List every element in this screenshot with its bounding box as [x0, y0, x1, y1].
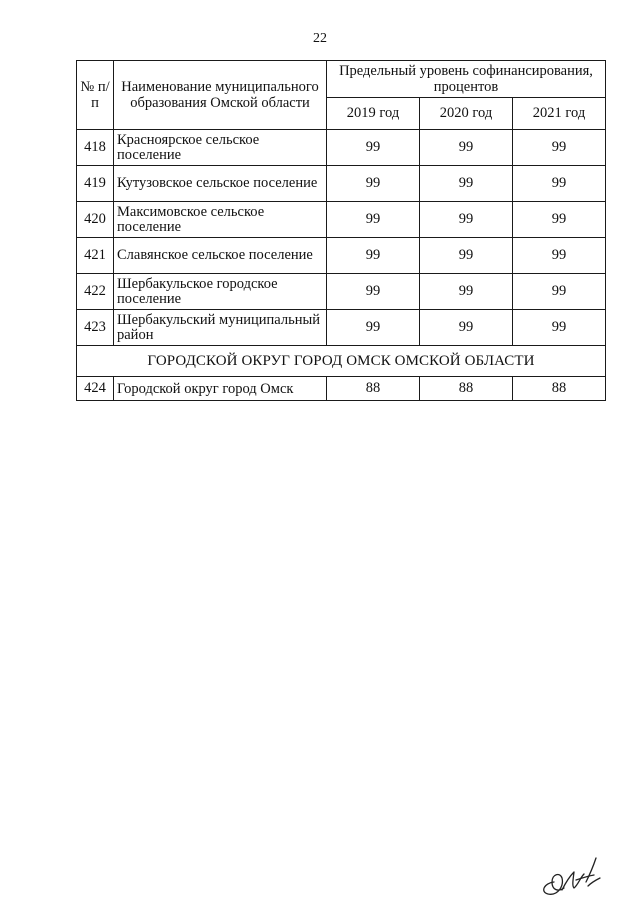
row-municipality: Городской округ город Омск: [114, 377, 327, 401]
row-value-2021: 99: [513, 310, 606, 346]
cofinancing-table: [76, 60, 606, 401]
header-year-2019: 2019 год: [327, 98, 420, 130]
table-row: [77, 166, 606, 202]
header-year-2021: 2021 год: [513, 98, 606, 130]
row-value-2021: 99: [513, 166, 606, 202]
row-value-2020: 99: [420, 130, 513, 166]
section-title: ГОРОДСКОЙ ОКРУГ ГОРОД ОМСК ОМСКОЙ ОБЛАСТИ: [77, 346, 606, 377]
row-value-2020: 99: [420, 274, 513, 310]
row-value-2020: 99: [420, 310, 513, 346]
row-value-2021: 99: [513, 238, 606, 274]
table-row: [77, 274, 606, 310]
section-heading-row: [77, 346, 606, 377]
row-value-2021: 99: [513, 274, 606, 310]
row-value-2021: 88: [513, 377, 606, 401]
table-row: [77, 377, 606, 401]
row-value-2019: 99: [327, 238, 420, 274]
row-municipality: Красноярское сельское поселение: [114, 130, 327, 166]
row-value-2020: 99: [420, 166, 513, 202]
row-value-2019: 99: [327, 166, 420, 202]
table-row: [77, 310, 606, 346]
row-number: 424: [77, 377, 114, 401]
row-value-2021: 99: [513, 130, 606, 166]
table-row: [77, 238, 606, 274]
handwritten-signature-icon: [536, 852, 606, 900]
header-year-2020: 2020 год: [420, 98, 513, 130]
header-number: № п/п: [77, 61, 114, 130]
row-value-2019: 99: [327, 202, 420, 238]
row-number: 422: [77, 274, 114, 310]
row-municipality: Славянское сельское поселение: [114, 238, 327, 274]
row-municipality: Шербакульский муниципальный район: [114, 310, 327, 346]
header-row: [77, 61, 606, 98]
row-value-2020: 88: [420, 377, 513, 401]
row-value-2019: 99: [327, 274, 420, 310]
row-municipality: Шербакульское городское поселение: [114, 274, 327, 310]
header-municipality: Наименование муниципального образования Омской области: [114, 61, 327, 130]
table-row: [77, 202, 606, 238]
row-value-2019: 99: [327, 130, 420, 166]
row-value-2020: 99: [420, 238, 513, 274]
row-value-2019: 88: [327, 377, 420, 401]
header-cofinancing-level: Предельный уровень софинансирования, процентов: [327, 61, 606, 98]
row-value-2019: 99: [327, 310, 420, 346]
row-municipality: Кутузовское сельское поселение: [114, 166, 327, 202]
row-value-2020: 99: [420, 202, 513, 238]
row-number: 420: [77, 202, 114, 238]
row-municipality: Максимовское сельское поселение: [114, 202, 327, 238]
page-number: 22: [313, 31, 327, 46]
row-number: 423: [77, 310, 114, 346]
row-number: 419: [77, 166, 114, 202]
row-number: 418: [77, 130, 114, 166]
table-row: [77, 130, 606, 166]
row-value-2021: 99: [513, 202, 606, 238]
row-number: 421: [77, 238, 114, 274]
